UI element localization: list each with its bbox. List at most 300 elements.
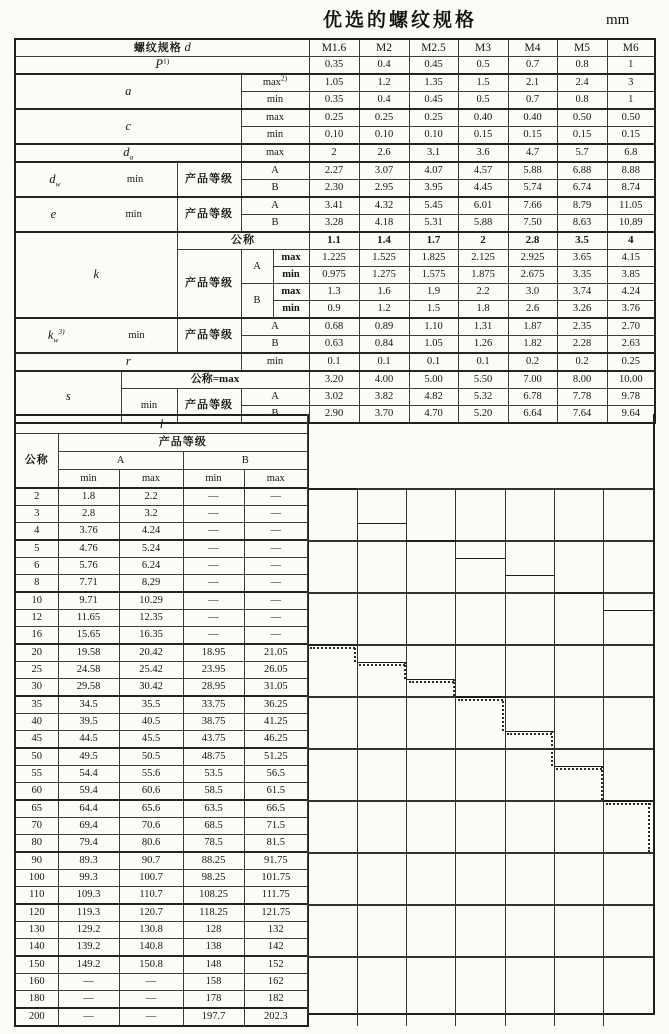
value-cell: M1.6 <box>309 39 359 57</box>
value-cell: 36.25 <box>244 696 308 714</box>
value-cell: 0.40 <box>458 109 508 127</box>
value-cell: 1.2 <box>359 74 409 92</box>
value-cell: 48.75 <box>183 748 244 766</box>
value-cell: — <box>183 627 244 645</box>
spec-header-cell: 螺纹规格 d <box>15 39 309 57</box>
value-cell: 0.15 <box>557 127 607 145</box>
range-min-step <box>505 575 554 577</box>
length-nominal-cell: 10 <box>15 592 58 610</box>
value-cell: 66.5 <box>244 800 308 818</box>
value-cell: 79.4 <box>58 835 119 853</box>
cell: 产品等级 <box>177 250 241 319</box>
grid-vertical-line <box>406 488 407 1026</box>
value-cell: 99.3 <box>58 870 119 887</box>
cell: max <box>273 250 309 267</box>
value-cell: 3.70 <box>359 406 409 424</box>
value-cell: 0.40 <box>508 109 557 127</box>
value-cell: 89.3 <box>58 852 119 870</box>
cell: A <box>241 250 273 284</box>
value-cell: 4.00 <box>359 371 409 389</box>
value-cell: 100.7 <box>119 870 183 887</box>
value-cell: 0.45 <box>409 57 458 75</box>
value-cell: 2.27 <box>309 162 359 180</box>
length-nominal-cell: 6 <box>15 558 58 575</box>
range-max-step <box>604 800 653 802</box>
length-header-grade: 产品等级 <box>58 434 308 452</box>
length-nominal-cell: 2 <box>15 488 58 506</box>
value-cell: 1.26 <box>458 336 508 354</box>
value-cell: 1.3 <box>309 284 359 301</box>
length-header-l: l <box>15 415 308 434</box>
length-nominal-cell: 140 <box>15 939 58 957</box>
value-cell: 3.76 <box>607 301 655 319</box>
length-table-row <box>15 835 308 853</box>
value-cell: 38.75 <box>183 714 244 731</box>
value-cell: 111.75 <box>244 887 308 905</box>
value-cell: 12.35 <box>119 610 183 627</box>
length-nominal-cell: 35 <box>15 696 58 714</box>
value-cell: 8.00 <box>557 371 607 389</box>
value-cell: 101.75 <box>244 870 308 887</box>
value-cell: 2.70 <box>607 318 655 336</box>
value-cell: 4.76 <box>58 540 119 558</box>
length-table-body <box>15 488 308 1026</box>
value-cell: 7.50 <box>508 215 557 233</box>
value-cell: 3.76 <box>58 523 119 541</box>
grid-horizontal-line <box>308 904 653 906</box>
value-cell: 10.89 <box>607 215 655 233</box>
value-cell: 5.50 <box>458 371 508 389</box>
length-table <box>14 414 309 1027</box>
value-cell: — <box>244 540 308 558</box>
page-title: 优选的螺纹规格 <box>322 10 477 31</box>
value-cell: 0.10 <box>409 127 458 145</box>
value-cell: 10.00 <box>607 371 655 389</box>
range-min-step <box>357 523 406 525</box>
value-cell: 4.82 <box>409 389 458 406</box>
value-cell: 0.5 <box>458 92 508 110</box>
value-cell: 0.5 <box>458 57 508 75</box>
row-label-dw: $d_w$ min <box>15 162 177 197</box>
length-nominal-cell: 130 <box>15 922 58 939</box>
value-cell: 0.25 <box>607 353 655 371</box>
length-nominal-cell: 90 <box>15 852 58 870</box>
length-table-row <box>15 592 308 610</box>
value-cell: — <box>58 974 119 991</box>
value-cell: 3.0 <box>508 284 557 301</box>
value-cell: M2 <box>359 39 409 57</box>
value-cell: 5.74 <box>508 180 557 198</box>
value-cell: 202.3 <box>244 1008 308 1026</box>
value-cell: 88.25 <box>183 852 244 870</box>
value-cell: — <box>183 592 244 610</box>
value-cell: 2.35 <box>557 318 607 336</box>
value-cell: 39.5 <box>58 714 119 731</box>
length-table-row <box>15 870 308 887</box>
value-cell: 25.42 <box>119 662 183 679</box>
value-cell: 1.10 <box>409 318 458 336</box>
value-cell: 0.35 <box>309 57 359 75</box>
value-cell: 3.41 <box>309 197 359 215</box>
length-table-row <box>15 696 308 714</box>
range-max-dotted-line <box>556 768 601 770</box>
value-cell: 28.95 <box>183 679 244 697</box>
range-max-step <box>357 662 406 664</box>
value-cell: 1.05 <box>409 336 458 354</box>
length-table-row <box>15 644 308 662</box>
cell: min <box>183 470 244 489</box>
value-cell: 23.95 <box>183 662 244 679</box>
value-cell: — <box>119 974 183 991</box>
value-cell: 3.35 <box>557 267 607 284</box>
grid-horizontal-line <box>308 488 653 490</box>
value-cell: 158 <box>183 974 244 991</box>
cell: min <box>121 389 177 424</box>
value-cell: 0.63 <box>309 336 359 354</box>
value-cell: 40.5 <box>119 714 183 731</box>
value-cell: — <box>183 575 244 593</box>
value-cell: 15.65 <box>58 627 119 645</box>
value-cell: 31.05 <box>244 679 308 697</box>
value-cell: 3 <box>607 74 655 92</box>
value-cell: 20.42 <box>119 644 183 662</box>
value-cell: M2.5 <box>409 39 458 57</box>
value-cell: 18.95 <box>183 644 244 662</box>
value-cell: 150.8 <box>119 956 183 974</box>
value-cell: 50.5 <box>119 748 183 766</box>
cell: max <box>244 470 308 489</box>
value-cell: 2.95 <box>359 180 409 198</box>
value-cell: 2.6 <box>359 144 409 162</box>
value-cell: 1.1 <box>309 232 359 250</box>
value-cell: 1.5 <box>458 74 508 92</box>
value-cell: 4.24 <box>607 284 655 301</box>
cell: B <box>183 452 308 470</box>
value-cell: 1.575 <box>409 267 458 284</box>
length-nominal-cell: 150 <box>15 956 58 974</box>
row-label-e: e min <box>15 197 177 232</box>
value-cell: 35.5 <box>119 696 183 714</box>
value-cell: 6.24 <box>119 558 183 575</box>
range-min-step <box>554 592 603 594</box>
value-cell: 182 <box>244 991 308 1009</box>
length-nominal-cell: 80 <box>15 835 58 853</box>
value-cell: 2.2 <box>119 488 183 506</box>
range-max-dotted-line <box>359 664 404 666</box>
length-table-row <box>15 679 308 697</box>
length-table-row <box>15 800 308 818</box>
value-cell: 0.2 <box>508 353 557 371</box>
value-cell: 53.5 <box>183 766 244 783</box>
length-nominal-cell: 25 <box>15 662 58 679</box>
length-table-row <box>15 662 308 679</box>
length-nominal-cell: 40 <box>15 714 58 731</box>
value-cell: 2.30 <box>309 180 359 198</box>
value-cell: 58.5 <box>183 783 244 801</box>
cell: A <box>241 389 309 406</box>
value-cell: 4.07 <box>409 162 458 180</box>
value-cell: 2.4 <box>557 74 607 92</box>
value-cell: 1.825 <box>409 250 458 267</box>
value-cell: 4.24 <box>119 523 183 541</box>
length-nominal-cell: 4 <box>15 523 58 541</box>
value-cell: 5.88 <box>508 162 557 180</box>
cell: B <box>241 336 309 354</box>
value-cell: 8.63 <box>557 215 607 233</box>
value-cell: 78.5 <box>183 835 244 853</box>
value-cell: 1.2 <box>359 301 409 319</box>
length-table-row <box>15 904 308 922</box>
value-cell: 98.25 <box>183 870 244 887</box>
value-cell: 0.45 <box>409 92 458 110</box>
cell: min <box>241 353 309 371</box>
value-cell: 0.25 <box>409 109 458 127</box>
value-cell: 19.58 <box>58 644 119 662</box>
value-cell: 0.84 <box>359 336 409 354</box>
value-cell: 1.31 <box>458 318 508 336</box>
value-cell: 71.5 <box>244 818 308 835</box>
length-nominal-cell: 200 <box>15 1008 58 1026</box>
cell: max <box>119 470 183 489</box>
value-cell: 138 <box>183 939 244 957</box>
length-table-row <box>15 610 308 627</box>
value-cell: — <box>244 506 308 523</box>
value-cell: — <box>183 506 244 523</box>
value-cell: 34.5 <box>58 696 119 714</box>
range-min-step <box>604 610 653 612</box>
value-cell: 152 <box>244 956 308 974</box>
value-cell: 3.07 <box>359 162 409 180</box>
value-cell: — <box>244 523 308 541</box>
range-min-step <box>456 558 505 560</box>
value-cell: 0.1 <box>409 353 458 371</box>
value-cell: 9.78 <box>607 389 655 406</box>
value-cell: — <box>183 523 244 541</box>
value-cell: — <box>244 592 308 610</box>
value-cell: 0.15 <box>458 127 508 145</box>
length-table-row <box>15 714 308 731</box>
value-cell: 121.75 <box>244 904 308 922</box>
value-cell: M4 <box>508 39 557 57</box>
value-cell: — <box>183 558 244 575</box>
value-cell: 3.1 <box>409 144 458 162</box>
value-cell: 119.3 <box>58 904 119 922</box>
value-cell: 65.6 <box>119 800 183 818</box>
length-table-row <box>15 523 308 541</box>
value-cell: 56.5 <box>244 766 308 783</box>
value-cell: 148 <box>183 956 244 974</box>
length-range-region <box>307 414 655 1015</box>
value-cell: 0.8 <box>557 92 607 110</box>
grid-vertical-line <box>505 488 506 1026</box>
value-cell: — <box>244 610 308 627</box>
row-label-s: s <box>15 371 121 423</box>
value-cell: 8.29 <box>119 575 183 593</box>
value-cell: 0.4 <box>359 92 409 110</box>
value-cell: 54.4 <box>58 766 119 783</box>
value-cell: 3.6 <box>458 144 508 162</box>
length-table-row <box>15 766 308 783</box>
value-cell: 0.15 <box>607 127 655 145</box>
value-cell: 1 <box>607 92 655 110</box>
value-cell: 0.89 <box>359 318 409 336</box>
range-dotted-terminal <box>648 800 650 852</box>
value-cell: 1.525 <box>359 250 409 267</box>
value-cell: 7.00 <box>508 371 557 389</box>
value-cell: 139.2 <box>58 939 119 957</box>
cell: 公称=max <box>121 371 309 389</box>
value-cell: 178 <box>183 991 244 1009</box>
value-cell: 0.1 <box>359 353 409 371</box>
value-cell: 6.8 <box>607 144 655 162</box>
value-cell: 4.15 <box>607 250 655 267</box>
value-cell: 26.05 <box>244 662 308 679</box>
range-max-step <box>554 766 603 768</box>
value-cell: 70.6 <box>119 818 183 835</box>
value-cell: 11.05 <box>607 197 655 215</box>
value-cell: 0.10 <box>309 127 359 145</box>
value-cell: 21.05 <box>244 644 308 662</box>
value-cell: 4.18 <box>359 215 409 233</box>
cell: min <box>58 470 119 489</box>
cell: max <box>241 144 309 162</box>
length-table-row <box>15 887 308 905</box>
value-cell: — <box>244 558 308 575</box>
value-cell: 0.1 <box>458 353 508 371</box>
length-table-row <box>15 627 308 645</box>
value-cell: — <box>183 540 244 558</box>
value-cell: 2.28 <box>557 336 607 354</box>
cell: 产品等级 <box>177 318 241 353</box>
value-cell: 1.05 <box>309 74 359 92</box>
value-cell: 9.64 <box>607 406 655 424</box>
range-dotted-connector <box>453 679 455 697</box>
range-dotted-connector <box>502 696 504 731</box>
length-nominal-cell: 55 <box>15 766 58 783</box>
value-cell: 3.65 <box>557 250 607 267</box>
value-cell: 80.6 <box>119 835 183 853</box>
grid-vertical-line <box>357 488 358 1026</box>
length-nominal-cell: 8 <box>15 575 58 593</box>
length-nominal-cell: 50 <box>15 748 58 766</box>
value-cell: 41.25 <box>244 714 308 731</box>
value-cell: 16.35 <box>119 627 183 645</box>
length-table-row <box>15 922 308 939</box>
value-cell: — <box>119 1008 183 1026</box>
value-cell: 10.29 <box>119 592 183 610</box>
cell: B <box>241 180 309 198</box>
value-cell: — <box>244 627 308 645</box>
value-cell: 11.65 <box>58 610 119 627</box>
grid-horizontal-line <box>308 644 653 646</box>
length-nominal-cell: 12 <box>15 610 58 627</box>
cell: B <box>241 215 309 233</box>
value-cell: 51.25 <box>244 748 308 766</box>
length-table-row <box>15 818 308 835</box>
value-cell: 1.35 <box>409 74 458 92</box>
value-cell: 29.58 <box>58 679 119 697</box>
value-cell: 0.9 <box>309 301 359 319</box>
length-nominal-cell: 100 <box>15 870 58 887</box>
value-cell: 3.28 <box>309 215 359 233</box>
value-cell: 1.7 <box>409 232 458 250</box>
value-cell: 1.5 <box>409 301 458 319</box>
value-cell: 63.5 <box>183 800 244 818</box>
value-cell: 49.5 <box>58 748 119 766</box>
value-cell: 2.2 <box>458 284 508 301</box>
value-cell: 120.7 <box>119 904 183 922</box>
value-cell: 4.32 <box>359 197 409 215</box>
value-cell: 6.64 <box>508 406 557 424</box>
cell: min <box>241 127 309 145</box>
cell: min <box>273 267 309 284</box>
length-nominal-cell: 3 <box>15 506 58 523</box>
value-cell: 0.1 <box>309 353 359 371</box>
cell: B <box>241 406 309 424</box>
value-cell: 7.78 <box>557 389 607 406</box>
range-min-step <box>308 488 357 490</box>
value-cell: 3.5 <box>557 232 607 250</box>
value-cell: 33.75 <box>183 696 244 714</box>
cell: 产品等级 <box>177 162 241 197</box>
range-max-step <box>505 731 554 733</box>
length-nominal-cell: 70 <box>15 818 58 835</box>
value-cell: 1.225 <box>309 250 359 267</box>
length-table-row <box>15 506 308 523</box>
range-max-dotted-line <box>310 647 355 649</box>
range-max-dotted-line <box>458 699 503 701</box>
cell: max <box>273 284 309 301</box>
value-cell: 91.75 <box>244 852 308 870</box>
value-cell: 4.57 <box>458 162 508 180</box>
value-cell: 4 <box>607 232 655 250</box>
value-cell: 7.64 <box>557 406 607 424</box>
value-cell: 1.275 <box>359 267 409 284</box>
length-nominal-cell: 30 <box>15 679 58 697</box>
range-dotted-connector <box>551 731 553 766</box>
range-max-step <box>456 696 505 698</box>
grid-vertical-line <box>554 488 555 1026</box>
value-cell: 1.82 <box>508 336 557 354</box>
value-cell: 1.8 <box>458 301 508 319</box>
value-cell: 2.90 <box>309 406 359 424</box>
value-cell: 1.6 <box>359 284 409 301</box>
length-table-row <box>15 1008 308 1026</box>
value-cell: 5.88 <box>458 215 508 233</box>
value-cell: — <box>58 991 119 1009</box>
value-cell: 197.7 <box>183 1008 244 1026</box>
length-nominal-cell: 65 <box>15 800 58 818</box>
value-cell: 60.6 <box>119 783 183 801</box>
value-cell: 2 <box>458 232 508 250</box>
value-cell: 4.70 <box>409 406 458 424</box>
grid-horizontal-line <box>308 852 653 854</box>
length-table-row <box>15 748 308 766</box>
value-cell: 5.20 <box>458 406 508 424</box>
length-table-row <box>15 974 308 991</box>
cell: A <box>241 162 309 180</box>
cell: A <box>241 318 309 336</box>
value-cell: 9.71 <box>58 592 119 610</box>
value-cell: 8.88 <box>607 162 655 180</box>
value-cell: 3.85 <box>607 267 655 284</box>
range-dotted-connector <box>601 766 603 801</box>
value-cell: 7.66 <box>508 197 557 215</box>
unit-label: mm <box>606 12 630 28</box>
value-cell: 4.45 <box>458 180 508 198</box>
value-cell: 59.4 <box>58 783 119 801</box>
value-cell: 129.2 <box>58 922 119 939</box>
